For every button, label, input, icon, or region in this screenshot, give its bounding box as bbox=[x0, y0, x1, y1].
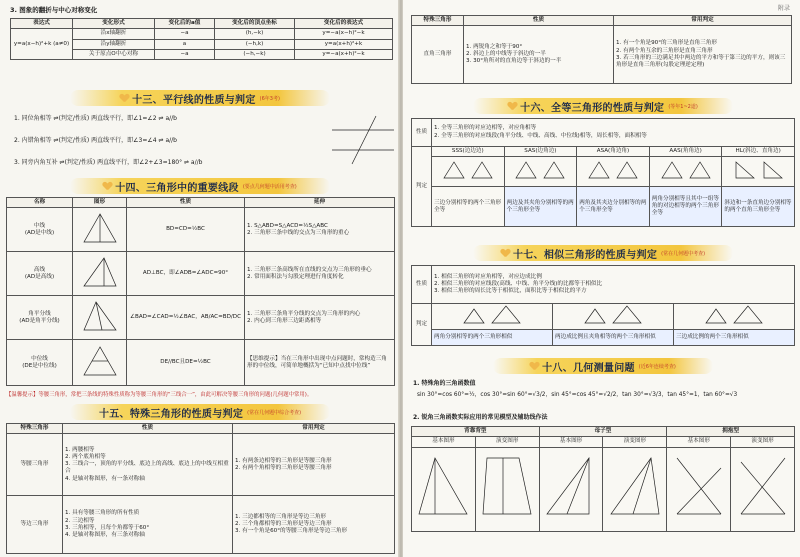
table-cell: −a bbox=[155, 29, 215, 39]
row-figure bbox=[73, 296, 127, 340]
heart-icon bbox=[501, 249, 510, 258]
sas-figure bbox=[504, 157, 577, 187]
table-cell: −a bbox=[155, 49, 215, 59]
row-name-sub: (AD是中线) bbox=[24, 229, 55, 236]
ext-2: 2. 常用面积法与勾股定理进行角度转化 bbox=[247, 273, 344, 280]
model-head: 演变图形 bbox=[603, 437, 667, 447]
row-prop: AD⊥BC，即∠ADB=∠ADC=90° bbox=[127, 252, 245, 296]
s14-tip: 【温馨提示】等腰三角形，常把三条线的特殊性质称为等腰三角形的“三线合一”，由此可解决等腰三角形的问题(几何题中常用)。 bbox=[6, 392, 313, 398]
judge-line: 1. 有两条边相等的三角形是等腰三角形 bbox=[235, 457, 332, 464]
th-props: 性质 bbox=[63, 424, 233, 434]
s13-item-3: 3. 同旁内角互补 ⇌(判定/性质) 两直线平行，即∠2+∠3=180° ⇌ a//b bbox=[14, 159, 203, 166]
equilateral-props bbox=[63, 496, 233, 554]
transversal bbox=[352, 116, 376, 164]
prop-line: 1. 全等三角形的对应边相等，对应角相等 bbox=[434, 125, 537, 132]
heart-icon bbox=[103, 182, 112, 191]
section-14-banner bbox=[70, 178, 330, 194]
th-props: 性质 bbox=[464, 16, 614, 26]
prop-line: 2. 两个底角相等 bbox=[65, 453, 106, 460]
section-18-sub: (近6年连续考查) bbox=[638, 363, 676, 370]
prop-line: 2. 斜边上的中线等于斜边的一半 bbox=[466, 51, 546, 58]
aas-text: 两角分别相等且其中一组等角的对边相等的两个三角形全等 bbox=[649, 187, 722, 227]
model-embrace: 拥抱型 bbox=[667, 427, 795, 437]
row-name-sub: (DE是中位线) bbox=[22, 362, 57, 369]
row-prop: BD=CD=½BC bbox=[127, 208, 245, 252]
section-16-title: 十六、全等三角形的性质与判定 bbox=[520, 102, 665, 114]
th-form: 变化形式 bbox=[73, 19, 155, 29]
sas-similar-figure bbox=[553, 304, 674, 330]
parallel-lines-figure bbox=[330, 112, 396, 168]
right-triangle-props bbox=[464, 26, 614, 84]
ext-1: 1. 三角形三条角平分线的交点为三角形的内心 bbox=[247, 310, 361, 317]
th-extension: 延伸 bbox=[245, 198, 395, 208]
th-expr: 表达式 bbox=[11, 19, 73, 29]
prop-line: 1. 两腰相等 bbox=[65, 446, 95, 453]
section-14-sub: (要点几何题中活用考查) bbox=[242, 183, 297, 190]
model-figure bbox=[731, 447, 795, 531]
model-figure bbox=[475, 447, 539, 531]
similar-props bbox=[432, 266, 795, 304]
transform-table bbox=[10, 18, 393, 60]
section-13-banner bbox=[70, 90, 330, 106]
congruent-prop-label: 性质 bbox=[412, 119, 432, 147]
sss-similar-figure bbox=[674, 304, 795, 330]
section-14-title: 十四、三角形中的重要线段 bbox=[115, 182, 239, 194]
judge-line: 2. 有两个角互余的三角形是直角三角形 bbox=[616, 47, 713, 54]
similar-judge-2: 两边成比例且夹角相等的两个三角形相似 bbox=[553, 330, 674, 346]
prop-line: 3. 相似三角形的周长比等于相似比，面积比等于相似比的平方 bbox=[434, 288, 587, 295]
th-figure: 图形 bbox=[73, 198, 127, 208]
sas-text: 两边及其夹角分别相等的两个三角形全等 bbox=[504, 187, 577, 227]
sss-text: 三边分别相等的两个三角形全等 bbox=[432, 187, 505, 227]
prop-line: 1. 相似三角形的对应角相等，对应边成比例 bbox=[434, 273, 542, 280]
table-cell: (h,−k) bbox=[215, 29, 295, 39]
judge-line: 3. 有一个角是60°的等腰三角形是等边三角形 bbox=[235, 528, 348, 535]
sss-figure bbox=[432, 157, 505, 187]
model-figure bbox=[412, 447, 476, 531]
judge-head-asa: ASA(角边角) bbox=[577, 147, 650, 157]
judge-line: 1. 三边都相等的三角形是等边三角形 bbox=[235, 513, 327, 520]
table-cell: y=−a(x−h)²−k bbox=[295, 29, 393, 39]
model-head: 基本图形 bbox=[539, 437, 603, 447]
model-head: 基本图形 bbox=[412, 437, 476, 447]
right-triangle-table bbox=[411, 15, 792, 84]
judge-head-sas: SAS(边角边) bbox=[504, 147, 577, 157]
table-cell: a bbox=[155, 39, 215, 49]
judge-line: 1. 有一个角是90°的三角形是直角三角形 bbox=[616, 40, 717, 47]
congruent-table bbox=[411, 118, 795, 227]
equilateral-name: 等边三角形 bbox=[7, 496, 63, 554]
section-13-title: 十三、平行线的性质与判定 bbox=[132, 94, 256, 106]
special-triangle-table bbox=[6, 423, 395, 554]
ext-1: 1. S△ABD=S△ACD=½S△ABC bbox=[247, 222, 328, 229]
similar-table bbox=[411, 265, 795, 346]
right-triangle-name: 直角三角形 bbox=[412, 26, 464, 84]
table-cell: 关于原点O中心对称 bbox=[73, 49, 155, 59]
model-head: 演变图形 bbox=[475, 437, 539, 447]
th-special: 特殊三角形 bbox=[412, 16, 464, 26]
hl-text: 斜边和一条直角边分别相等的两个直角三角形全等 bbox=[722, 187, 795, 227]
model-mother-child: 母子型 bbox=[539, 427, 667, 437]
section-16-banner bbox=[473, 98, 733, 114]
right-triangle-judge bbox=[614, 26, 792, 84]
row-ext: 【思维提示】当在三角形中出现中点问题时，常构造三角形的中位线，可简单地概括为“已知中点找中位线” bbox=[245, 340, 395, 386]
prop-line: 3. 三线合一，顶角的平分线、底边上的高线、底边上的中线互相重合 bbox=[65, 461, 229, 475]
trig-values: sin 30°=cos 60°=½，cos 30°=sin 60°=√3/2，sin 45°=cos 45°=√2/2，tan 30°=√3/3，tan 45°=1，tan 60°=√3 bbox=[417, 392, 738, 398]
th-newexpr: 变化后的表达式 bbox=[295, 19, 393, 29]
model-head: 演变图形 bbox=[731, 437, 795, 447]
row-prop: DE//BC且DE=½BC bbox=[127, 340, 245, 386]
s18-item-1: 1. 特殊角的三角函数值 bbox=[413, 380, 476, 387]
table-cell: y=−a(x+h)²−k bbox=[295, 49, 393, 59]
th-name: 名称 bbox=[7, 198, 73, 208]
row-prop: ∠BAD=∠CAD=½∠BAC，AB/AC=BD/DC bbox=[127, 296, 245, 340]
row-name bbox=[7, 340, 73, 386]
congruent-judge-label: 判定 bbox=[412, 147, 432, 227]
heart-icon bbox=[508, 102, 517, 111]
prop-line: 2. 全等三角形的对应线段(角平分线、中线、高线、中位线)相等，周长相等，面积相等 bbox=[434, 132, 647, 139]
similar-judge-1: 两角分别相等的两个三角形相似 bbox=[432, 330, 553, 346]
section-3-title: 3. 图象的翻折与中心对称变化 bbox=[10, 6, 98, 14]
row-name-sub: (AD是高线) bbox=[24, 273, 55, 280]
row-ext bbox=[245, 208, 395, 252]
table-cell: 沿x轴翻折 bbox=[73, 29, 155, 39]
similar-prop-label: 性质 bbox=[412, 266, 432, 304]
models-table bbox=[411, 426, 795, 532]
page-corner-label: 附录 bbox=[777, 5, 790, 12]
prop-line: 4. 是轴对称图形，有三条对称轴 bbox=[65, 532, 145, 539]
median-figure bbox=[80, 211, 120, 245]
th-judge: 常用判定 bbox=[233, 424, 395, 434]
row-name bbox=[7, 252, 73, 296]
altitude-figure bbox=[80, 255, 120, 289]
s18-item-2: 2. 锐角三角函数实际应用的常见模型及辅助线作法 bbox=[413, 414, 548, 421]
th-vertex: 变化后的顶点坐标 bbox=[215, 19, 295, 29]
judge-line: 3. 若三角形的三边满足其中两边的平方和等于第三边的平方，则该三角形是直角三角形(勾股定理逆定理) bbox=[616, 54, 786, 69]
th-property: 性质 bbox=[127, 198, 245, 208]
table-cell: 沿y轴翻折 bbox=[73, 39, 155, 49]
judge-head-sss: SSS(边边边) bbox=[432, 147, 505, 157]
prop-line: 1. 两锐角之和等于90° bbox=[466, 43, 523, 50]
section-15-sub: (常在几何题中综合考查) bbox=[247, 409, 302, 416]
judge-head-hl: HL(斜边、直角边) bbox=[722, 147, 795, 157]
section-17-banner bbox=[473, 245, 733, 261]
table-cell: (−h,−k) bbox=[215, 49, 295, 59]
judge-line: 2. 三个角都相等的三角形是等边三角形 bbox=[235, 521, 332, 528]
prop-line: 2. 相似三角形的对应线段(高线、中线、角平分线)的比都等于相似比 bbox=[434, 280, 603, 287]
s13-item-1: 1. 同位角相等 ⇌(判定/性质) 两直线平行，即∠1=∠2 ⇌ a//b bbox=[14, 115, 177, 122]
row-figure bbox=[73, 252, 127, 296]
th-judge: 常用判定 bbox=[614, 16, 792, 26]
model-back-to-back: 背靠背型 bbox=[412, 427, 540, 437]
segments-table bbox=[6, 197, 395, 386]
hl-figure bbox=[722, 157, 795, 187]
prop-line: 4. 是轴对称图形，有一条对称轴 bbox=[65, 475, 145, 482]
section-18-title: 十八、几何测量问题 bbox=[542, 362, 635, 374]
row-name-text: 中位线 bbox=[31, 355, 48, 362]
section-15-title: 十五、特殊三角形的性质与判定 bbox=[98, 408, 244, 420]
prop-line: 3. 三角相等，且每个角都等于60° bbox=[65, 524, 150, 531]
row-name-sub: (AD是角平分线) bbox=[19, 317, 60, 324]
table-cell: y=a(x+h)²+k bbox=[295, 39, 393, 49]
equilateral-judge bbox=[233, 496, 395, 554]
model-figure bbox=[603, 447, 667, 531]
similar-judge-3: 三边成比例的两个三角形相似 bbox=[674, 330, 795, 346]
section-17-title: 十七、相似三角形的性质与判定 bbox=[512, 249, 658, 261]
row-name-text: 角平分线 bbox=[28, 310, 51, 317]
row-ext bbox=[245, 296, 395, 340]
asa-figure bbox=[577, 157, 650, 187]
judge-head-aas: AAS(角角边) bbox=[649, 147, 722, 157]
congruent-props bbox=[432, 119, 795, 147]
row-ext bbox=[245, 252, 395, 296]
isosceles-name: 等腰三角形 bbox=[7, 434, 63, 496]
section-18-banner bbox=[493, 358, 713, 374]
table-cell: (−h,k) bbox=[215, 39, 295, 49]
row-name-text: 高线 bbox=[33, 266, 46, 273]
heart-icon bbox=[530, 362, 539, 371]
th-special: 特殊三角形 bbox=[7, 424, 63, 434]
ext-2: 2. 内心到三角形三边距离相等 bbox=[247, 317, 322, 324]
cell-expr: y=a(x−h)²+k (a≠0) bbox=[11, 29, 73, 60]
prop-line: 1. 具有等腰三角形的所有性质 bbox=[65, 510, 140, 517]
prop-line: 3. 30°角所对的直角边等于斜边的一半 bbox=[466, 58, 562, 65]
asa-text: 两角及其夹边分别相等的两个三角形全等 bbox=[577, 187, 650, 227]
th-a: 变化后的a值 bbox=[155, 19, 215, 29]
section-15-banner bbox=[70, 404, 330, 420]
isosceles-props bbox=[63, 434, 233, 496]
model-figure bbox=[539, 447, 603, 531]
aas-figure bbox=[649, 157, 722, 187]
judge-line: 2. 有两个角相等的三角形是等腰三角形 bbox=[235, 464, 332, 471]
ext-1: 1. 三角形三条高线所在直线的交点为三角形的垂心 bbox=[247, 266, 372, 273]
model-figure bbox=[667, 447, 731, 531]
section-17-sub: (常在几何题中考查) bbox=[661, 250, 706, 257]
heart-icon bbox=[120, 94, 129, 103]
row-name-text: 中线 bbox=[33, 222, 46, 229]
section-13-sub: (6年3考) bbox=[259, 95, 280, 102]
row-figure bbox=[73, 340, 127, 386]
prop-line: 2. 三边相等 bbox=[65, 517, 95, 524]
midline-figure bbox=[80, 344, 120, 378]
row-figure bbox=[73, 208, 127, 252]
right-page bbox=[403, 0, 800, 557]
section-16-sub: (等年1~2道) bbox=[668, 103, 698, 110]
isosceles-judge bbox=[233, 434, 395, 496]
row-name bbox=[7, 208, 73, 252]
aa-figure bbox=[432, 304, 553, 330]
s13-item-2: 2. 内错角相等 ⇌(判定/性质) 两直线平行，即∠3=∠4 ⇌ a//b bbox=[14, 137, 177, 144]
ext-2: 2. 三角形三条中线的交点为三角形的重心 bbox=[247, 229, 350, 236]
similar-judge-label: 判定 bbox=[412, 304, 432, 346]
row-name bbox=[7, 296, 73, 340]
bisector-figure bbox=[80, 299, 120, 333]
model-head: 基本图形 bbox=[667, 437, 731, 447]
